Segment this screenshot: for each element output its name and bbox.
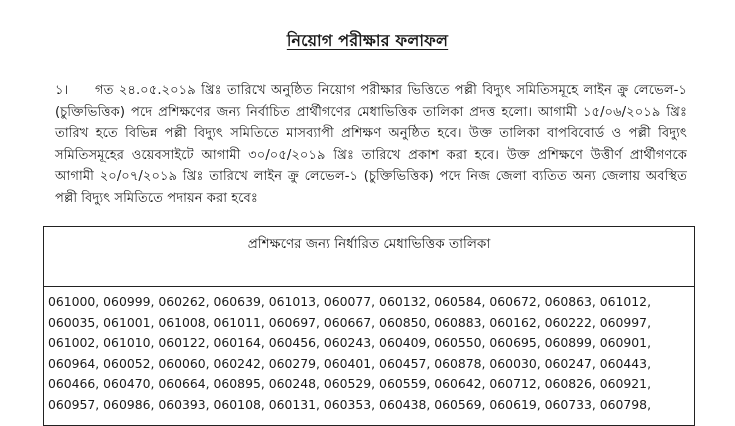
roll-number-row: 061000, 060999, 060262, 060639, 061013, 060077, 060132, 060584, 060672, 060863, 061012, (48, 294, 652, 309)
roll-number-list (48, 292, 692, 416)
document-title: নিয়োগ পরীক্ষার ফলাফল (286, 31, 449, 50)
roll-number-row: 061002, 061010, 060122, 060164, 060456, 060243, 060409, 060550, 060695, 060899, 060901, (48, 335, 652, 351)
paragraph-number: ১। (55, 83, 69, 98)
table-header: প্রশিক্ষণের জন্য নির্ধারিত মেধাভিত্তিক তালিকা (247, 236, 491, 252)
paragraph-text: গত ২৪.০৫.২০১৯ খ্রিঃ তারিখে অনুষ্ঠিত নিয়োগ পরীক্ষার ভিত্তিতে পল্লী বিদ্যুৎ সমিতিসমূহে লাইন ক্রু লেভেল-১ (চুক্তিভিত্তিক) পদে প্রশিক্ষণের জন্য নির্বাচিত প্রার্থীগণের মেধাভিত্তিক তালিকা প্রদত্ত হলো। আগামী ১৫/০৬/২০১৯ খ্রিঃ তারিখ হতে বিভিন্ন পল্লী বিদ্যুৎ সমিতিতে মাসব্যাপী প্রশিক্ষণ অনুষ্ঠিত হবে। উক্ত তালিকা বাপবিবোর্ড ও পল্লী বিদ্যুৎ সমিতিসমূহের ওয়েবসাইটে আগামী ৩০/০৫/২০১৯ খ্রিঃ তারিখে প্রকাশ করা হবে। উক্ত প্রশিক্ষণে উত্তীর্ণ প্রার্থীগণকে আগামী ২০/০৭/২০১৯ খ্রিঃ তারিখে লাইন ক্রু লেভেল-১ (চুক্তিভিত্তিক) পদে নিজ জেলা ব্যতিত অন্য জেলায় অবস্থিত পল্লী বিদ্যুৎ সমিতিতে পদায়ন করা হবেঃ (55, 83, 687, 206)
merit-list-table (43, 226, 695, 426)
table-header-row (44, 227, 694, 287)
roll-number-row: 060957, 060986, 060393, 060108, 060131, 060353, 060438, 060569, 060619, 060733, 060798, (48, 396, 652, 412)
roll-number-row: 060964, 060052, 060060, 060242, 060279, 060401, 060457, 060878, 060030, 060247, 060443, (48, 355, 652, 371)
notice-paragraph (55, 80, 687, 210)
roll-number-row: 060035, 061001, 061008, 061011, 060697, 060667, 060850, 060883, 060162, 060222, 060997, (48, 314, 652, 330)
roll-number-row: 060466, 060470, 060664, 060895, 060248, 060529, 060559, 060642, 060712, 060826, 060921, (48, 376, 652, 392)
